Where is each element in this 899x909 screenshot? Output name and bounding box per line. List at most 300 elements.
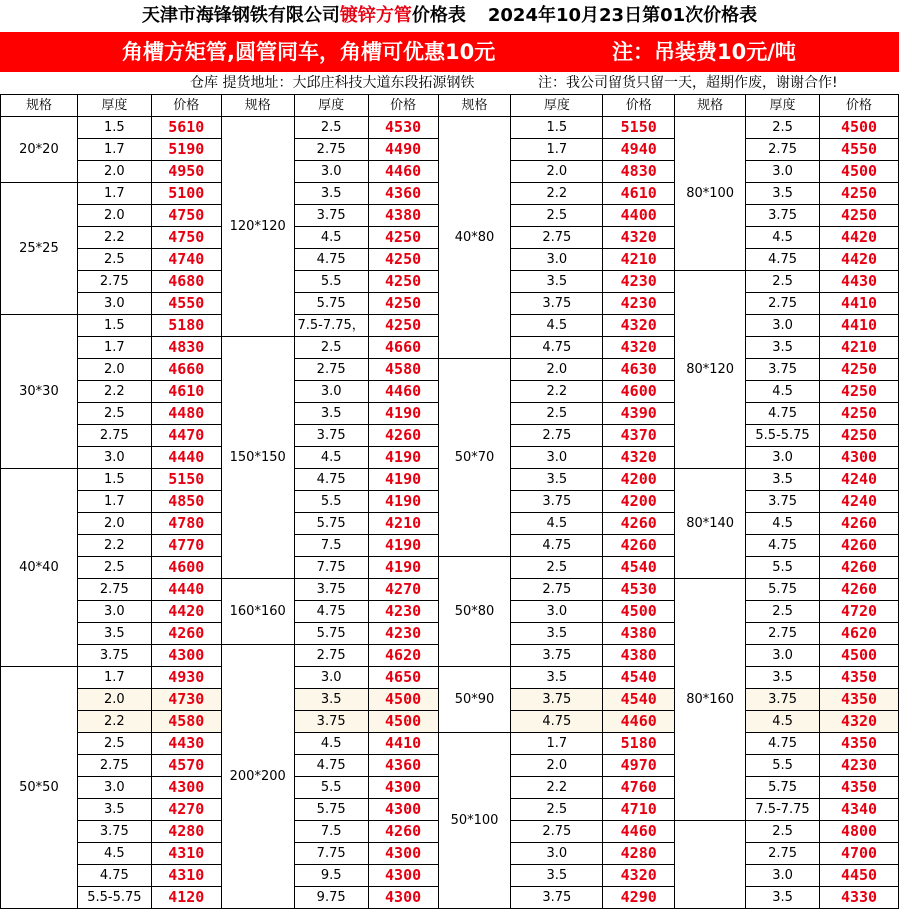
thickness-cell: 1.7 [511,139,603,161]
thickness-cell: 5.75 [294,799,368,821]
price-cell: 4300 [368,865,438,887]
spec-cell: 80*120 [675,271,746,469]
table-row [1,557,899,579]
thickness-cell: 3.75 [511,293,603,315]
header-price: 价格 [151,95,221,117]
price-cell: 4230 [368,601,438,623]
price-cell: 4460 [603,711,675,733]
thickness-cell: 2.5 [511,799,603,821]
price-cell: 4620 [820,623,899,645]
thickness-cell: 2.75 [511,579,603,601]
price-cell: 4460 [368,161,438,183]
price-cell: 4410 [368,733,438,755]
thickness-cell: 4.75 [294,755,368,777]
price-cell: 4120 [151,887,221,909]
price-cell: 4450 [820,865,899,887]
thickness-cell: 3.5 [746,667,820,689]
price-cell: 4240 [820,491,899,513]
price-cell: 4330 [820,887,899,909]
thickness-cell: 4.5 [746,381,820,403]
price-cell: 4580 [151,711,221,733]
thickness-cell: 4.5 [294,227,368,249]
price-cell: 4500 [820,645,899,667]
thickness-cell: 2.5 [746,117,820,139]
price-cell: 4320 [820,711,899,733]
spec-cell [675,821,746,909]
price-cell: 4310 [151,865,221,887]
price-cell: 4850 [151,491,221,513]
thickness-cell: 2.2 [511,777,603,799]
price-cell: 4480 [151,403,221,425]
price-cell: 4430 [820,271,899,293]
thickness-cell: 3.5 [746,469,820,491]
thickness-cell: 3.0 [77,777,151,799]
price-cell: 4740 [151,249,221,271]
price-cell: 4260 [603,513,675,535]
table-row [1,359,899,381]
thickness-cell: 4.5 [77,843,151,865]
price-cell: 4310 [151,843,221,865]
thickness-cell: 4.5 [746,513,820,535]
price-cell: 4370 [603,425,675,447]
price-cell: 4210 [820,337,899,359]
thickness-cell: 2.0 [77,161,151,183]
thickness-cell: 5.75 [294,293,368,315]
price-cell: 4630 [603,359,675,381]
header-price: 价格 [603,95,675,117]
thickness-cell: 3.75 [746,359,820,381]
title-product: 镀锌方管 [339,5,412,26]
thickness-cell: 2.2 [511,183,603,205]
thickness-cell: 7.75 [294,557,368,579]
thickness-cell: 1.5 [511,117,603,139]
price-cell: 4300 [151,645,221,667]
price-cell: 4410 [820,315,899,337]
thickness-cell: 7.5-7.75 [746,799,820,821]
thickness-cell: 2.0 [511,359,603,381]
thickness-cell: 5.5 [294,271,368,293]
price-cell: 4280 [603,843,675,865]
price-cell: 4600 [603,381,675,403]
price-cell: 5180 [151,315,221,337]
price-cell: 4250 [820,425,899,447]
price-cell: 4540 [603,667,675,689]
thickness-cell: 2.0 [77,513,151,535]
thickness-cell: 2.2 [77,535,151,557]
price-cell: 4250 [820,205,899,227]
thickness-cell: 3.5 [77,799,151,821]
price-cell: 5100 [151,183,221,205]
spec-cell: 160*160 [221,579,294,645]
price-cell: 4250 [368,249,438,271]
spec-cell: 200*200 [221,645,294,909]
price-cell: 4440 [151,447,221,469]
price-cell: 4320 [603,227,675,249]
price-cell: 4380 [368,205,438,227]
thickness-cell: 3.0 [511,601,603,623]
thickness-cell: 3.5 [511,271,603,293]
price-cell: 4420 [151,601,221,623]
thickness-cell: 2.0 [77,359,151,381]
price-cell: 4190 [368,469,438,491]
thickness-cell: 3.0 [746,315,820,337]
price-cell: 4460 [368,381,438,403]
thickness-cell: 4.75 [511,711,603,733]
thickness-cell: 3.5 [294,183,368,205]
price-cell: 4260 [820,535,899,557]
price-cell: 4380 [603,623,675,645]
thickness-cell: 3.75 [511,491,603,513]
header-row [1,95,899,117]
header-spec: 规格 [438,95,511,117]
price-cell: 4600 [151,557,221,579]
header-thick: 厚度 [294,95,368,117]
spec-cell: 150*150 [221,337,294,579]
table-row [1,667,899,689]
price-cell: 4200 [603,491,675,513]
price-cell: 4500 [820,161,899,183]
price-cell: 4420 [820,249,899,271]
price-cell: 4210 [368,513,438,535]
price-cell: 4190 [368,403,438,425]
price-cell: 4620 [368,645,438,667]
price-cell: 4730 [151,689,221,711]
price-cell: 5190 [151,139,221,161]
thickness-cell: 2.75 [746,293,820,315]
price-cell: 4240 [820,469,899,491]
price-cell: 4750 [151,227,221,249]
header-spec: 规格 [675,95,746,117]
thickness-cell: 3.5 [511,667,603,689]
thickness-cell: 3.0 [294,667,368,689]
title-suffix: 价格表 [411,5,466,26]
thickness-cell: 2.0 [511,161,603,183]
price-cell: 4300 [151,777,221,799]
thickness-cell: 3.0 [77,601,151,623]
info-line [0,72,899,94]
spec-cell: 40*40 [1,469,78,667]
price-cell: 4500 [368,711,438,733]
thickness-cell: 3.5 [746,887,820,909]
thickness-cell: 3.75 [294,425,368,447]
thickness-cell: 3.0 [77,293,151,315]
thickness-cell: 2.75 [294,359,368,381]
thickness-cell: 3.0 [746,161,820,183]
price-cell: 4720 [820,601,899,623]
price-cell: 4800 [820,821,899,843]
spec-cell: 80*160 [675,579,746,821]
price-cell: 4830 [151,337,221,359]
price-cell: 4300 [368,777,438,799]
thickness-cell: 9.75 [294,887,368,909]
price-cell: 4350 [820,777,899,799]
price-cell: 4350 [820,667,899,689]
price-cell: 4260 [368,821,438,843]
header-spec: 规格 [1,95,78,117]
price-cell: 5180 [603,733,675,755]
thickness-cell: 7.5 [294,535,368,557]
thickness-cell: 3.75 [294,205,368,227]
thickness-cell: 5.75 [746,579,820,601]
price-cell: 4680 [151,271,221,293]
thickness-cell: 2.5 [511,403,603,425]
price-cell: 4230 [603,271,675,293]
spec-cell: 80*100 [675,117,746,271]
thickness-cell: 2.2 [77,381,151,403]
price-cell: 4610 [151,381,221,403]
price-cell: 4660 [151,359,221,381]
thickness-cell: 2.75 [746,843,820,865]
thickness-cell: 2.2 [77,711,151,733]
thickness-cell: 3.75 [511,645,603,667]
thickness-cell: 1.5 [77,117,151,139]
price-table [0,94,899,909]
price-cell: 4500 [603,601,675,623]
price-cell: 4270 [151,799,221,821]
price-cell: 4360 [368,755,438,777]
thickness-cell: 7.5-7.75， [294,315,368,337]
price-cell: 4320 [603,447,675,469]
thickness-cell: 4.5 [294,733,368,755]
thickness-cell: 2.75 [511,821,603,843]
spec-cell: 50*70 [438,359,511,557]
spec-cell: 120*120 [221,117,294,337]
thickness-cell: 4.5 [511,513,603,535]
price-cell: 4250 [368,271,438,293]
thickness-cell: 5.75 [294,623,368,645]
spec-cell: 50*90 [438,667,511,733]
price-cell: 4440 [151,579,221,601]
spec-cell: 50*100 [438,733,511,909]
thickness-cell: 2.5 [294,337,368,359]
thickness-cell: 1.7 [77,667,151,689]
price-cell: 4530 [603,579,675,601]
price-cell: 4940 [603,139,675,161]
thickness-cell: 3.0 [294,161,368,183]
price-cell: 4930 [151,667,221,689]
thickness-cell: 2.75 [77,755,151,777]
price-cell: 4970 [603,755,675,777]
price-cell: 4250 [368,315,438,337]
price-cell: 4250 [820,381,899,403]
thickness-cell: 3.75 [77,645,151,667]
thickness-cell: 3.0 [746,645,820,667]
price-cell: 4700 [820,843,899,865]
thickness-cell: 1.7 [77,139,151,161]
price-cell: 4540 [603,557,675,579]
price-cell: 4550 [151,293,221,315]
thickness-cell: 3.75 [746,689,820,711]
thickness-cell: 3.5 [746,337,820,359]
thickness-cell: 3.5 [511,865,603,887]
price-cell: 4300 [368,799,438,821]
spec-cell: 20*20 [1,117,78,183]
thickness-cell: 2.5 [77,733,151,755]
price-cell: 4550 [820,139,899,161]
thickness-cell: 3.5 [511,469,603,491]
price-cell: 4660 [368,337,438,359]
price-cell: 4300 [820,447,899,469]
price-cell: 4200 [603,469,675,491]
thickness-cell: 4.75 [511,535,603,557]
thickness-cell: 2.5 [746,271,820,293]
thickness-cell: 5.5-5.75 [746,425,820,447]
thickness-cell: 1.7 [511,733,603,755]
price-cell: 4470 [151,425,221,447]
thickness-cell: 4.5 [294,447,368,469]
price-cell: 4380 [603,645,675,667]
thickness-cell: 3.0 [77,447,151,469]
thickness-cell: 2.5 [511,205,603,227]
thickness-cell: 3.0 [511,843,603,865]
price-cell: 4460 [603,821,675,843]
thickness-cell: 5.5-5.75 [77,887,151,909]
thickness-cell: 1.7 [77,491,151,513]
price-cell: 4190 [368,491,438,513]
thickness-cell: 2.75 [77,271,151,293]
spec-cell: 50*80 [438,557,511,667]
title-company: 天津市海锋钢铁有限公司 [141,5,340,26]
thickness-cell: 3.0 [511,249,603,271]
price-cell: 4430 [151,733,221,755]
thickness-cell: 3.0 [746,865,820,887]
header-thick: 厚度 [511,95,603,117]
price-cell: 4710 [603,799,675,821]
header-price: 价格 [820,95,899,117]
price-cell: 5610 [151,117,221,139]
price-cell: 4420 [820,227,899,249]
thickness-cell: 3.0 [746,447,820,469]
thickness-cell: 1.5 [77,469,151,491]
thickness-cell: 3.75 [77,821,151,843]
price-cell: 4650 [368,667,438,689]
thickness-cell: 3.75 [746,491,820,513]
thickness-cell: 3.75 [294,711,368,733]
price-cell: 4410 [820,293,899,315]
thickness-cell: 2.5 [746,821,820,843]
thickness-cell: 2.75 [77,425,151,447]
price-cell: 4190 [368,535,438,557]
price-cell: 4610 [603,183,675,205]
thickness-cell: 3.5 [294,403,368,425]
thickness-cell: 2.2 [511,381,603,403]
price-cell: 4210 [603,249,675,271]
header-thick: 厚度 [77,95,151,117]
price-cell: 4340 [820,799,899,821]
price-cell: 5150 [151,469,221,491]
price-cell: 4280 [151,821,221,843]
thickness-cell: 3.75 [511,887,603,909]
price-cell: 4320 [603,315,675,337]
title-date: 2024年10月23日第01次价格表 [487,5,758,26]
price-cell: 4390 [603,403,675,425]
thickness-cell: 2.5 [746,601,820,623]
spec-cell: 30*30 [1,315,78,469]
price-cell: 4230 [603,293,675,315]
price-cell: 4230 [368,623,438,645]
spec-cell: 50*50 [1,667,78,909]
price-cell: 4350 [820,689,899,711]
thickness-cell: 2.5 [294,117,368,139]
price-cell: 4500 [820,117,899,139]
price-cell: 4250 [368,227,438,249]
price-cell: 4950 [151,161,221,183]
price-cell: 4490 [368,139,438,161]
price-cell: 4320 [603,337,675,359]
thickness-cell: 2.5 [77,557,151,579]
banner-promo-text: 角槽方矩管,圆管同车，角槽可优惠10元 [122,40,496,64]
price-cell: 4400 [603,205,675,227]
thickness-cell: 4.75 [294,469,368,491]
price-cell: 4290 [603,887,675,909]
header-spec: 规格 [221,95,294,117]
thickness-cell: 4.75 [294,249,368,271]
thickness-cell: 9.5 [294,865,368,887]
thickness-cell: 2.75 [746,623,820,645]
price-cell: 4830 [603,161,675,183]
price-cell: 4190 [368,447,438,469]
thickness-cell: 1.5 [77,315,151,337]
price-cell: 4250 [820,403,899,425]
price-cell: 4250 [820,359,899,381]
price-cell: 4260 [368,425,438,447]
thickness-cell: 2.75 [746,139,820,161]
price-cell: 4770 [151,535,221,557]
thickness-cell: 2.0 [77,689,151,711]
price-cell: 4760 [603,777,675,799]
price-cell: 4260 [603,535,675,557]
thickness-cell: 2.5 [77,403,151,425]
thickness-cell: 3.75 [511,689,603,711]
thickness-cell: 2.75 [294,645,368,667]
thickness-cell: 7.75 [294,843,368,865]
thickness-cell: 3.0 [511,447,603,469]
thickness-cell: 2.5 [511,557,603,579]
price-cell: 4300 [368,887,438,909]
thickness-cell: 4.5 [511,315,603,337]
price-cell: 4320 [603,865,675,887]
price-cell: 4250 [820,183,899,205]
thickness-cell: 5.5 [294,777,368,799]
price-cell: 4530 [368,117,438,139]
price-cell: 4260 [820,557,899,579]
thickness-cell: 3.5 [77,623,151,645]
thickness-cell: 3.75 [746,205,820,227]
thickness-cell: 1.7 [77,337,151,359]
price-cell: 4230 [820,755,899,777]
thickness-cell: 4.75 [746,733,820,755]
thickness-cell: 5.5 [746,557,820,579]
spec-cell: 80*140 [675,469,746,579]
thickness-cell: 3.5 [294,689,368,711]
thickness-cell: 2.75 [294,139,368,161]
price-cell: 4190 [368,557,438,579]
thickness-cell: 4.75 [77,865,151,887]
promo-banner [0,32,899,72]
price-cell: 4260 [820,579,899,601]
thickness-cell: 2.75 [511,227,603,249]
thickness-cell: 3.5 [746,183,820,205]
thickness-cell: 2.75 [511,425,603,447]
page-title [0,0,899,32]
price-cell: 4260 [820,513,899,535]
price-cell: 4270 [368,579,438,601]
header-price: 价格 [368,95,438,117]
thickness-cell: 2.0 [77,205,151,227]
price-cell: 4260 [151,623,221,645]
thickness-cell: 2.0 [511,755,603,777]
price-cell: 4500 [368,689,438,711]
